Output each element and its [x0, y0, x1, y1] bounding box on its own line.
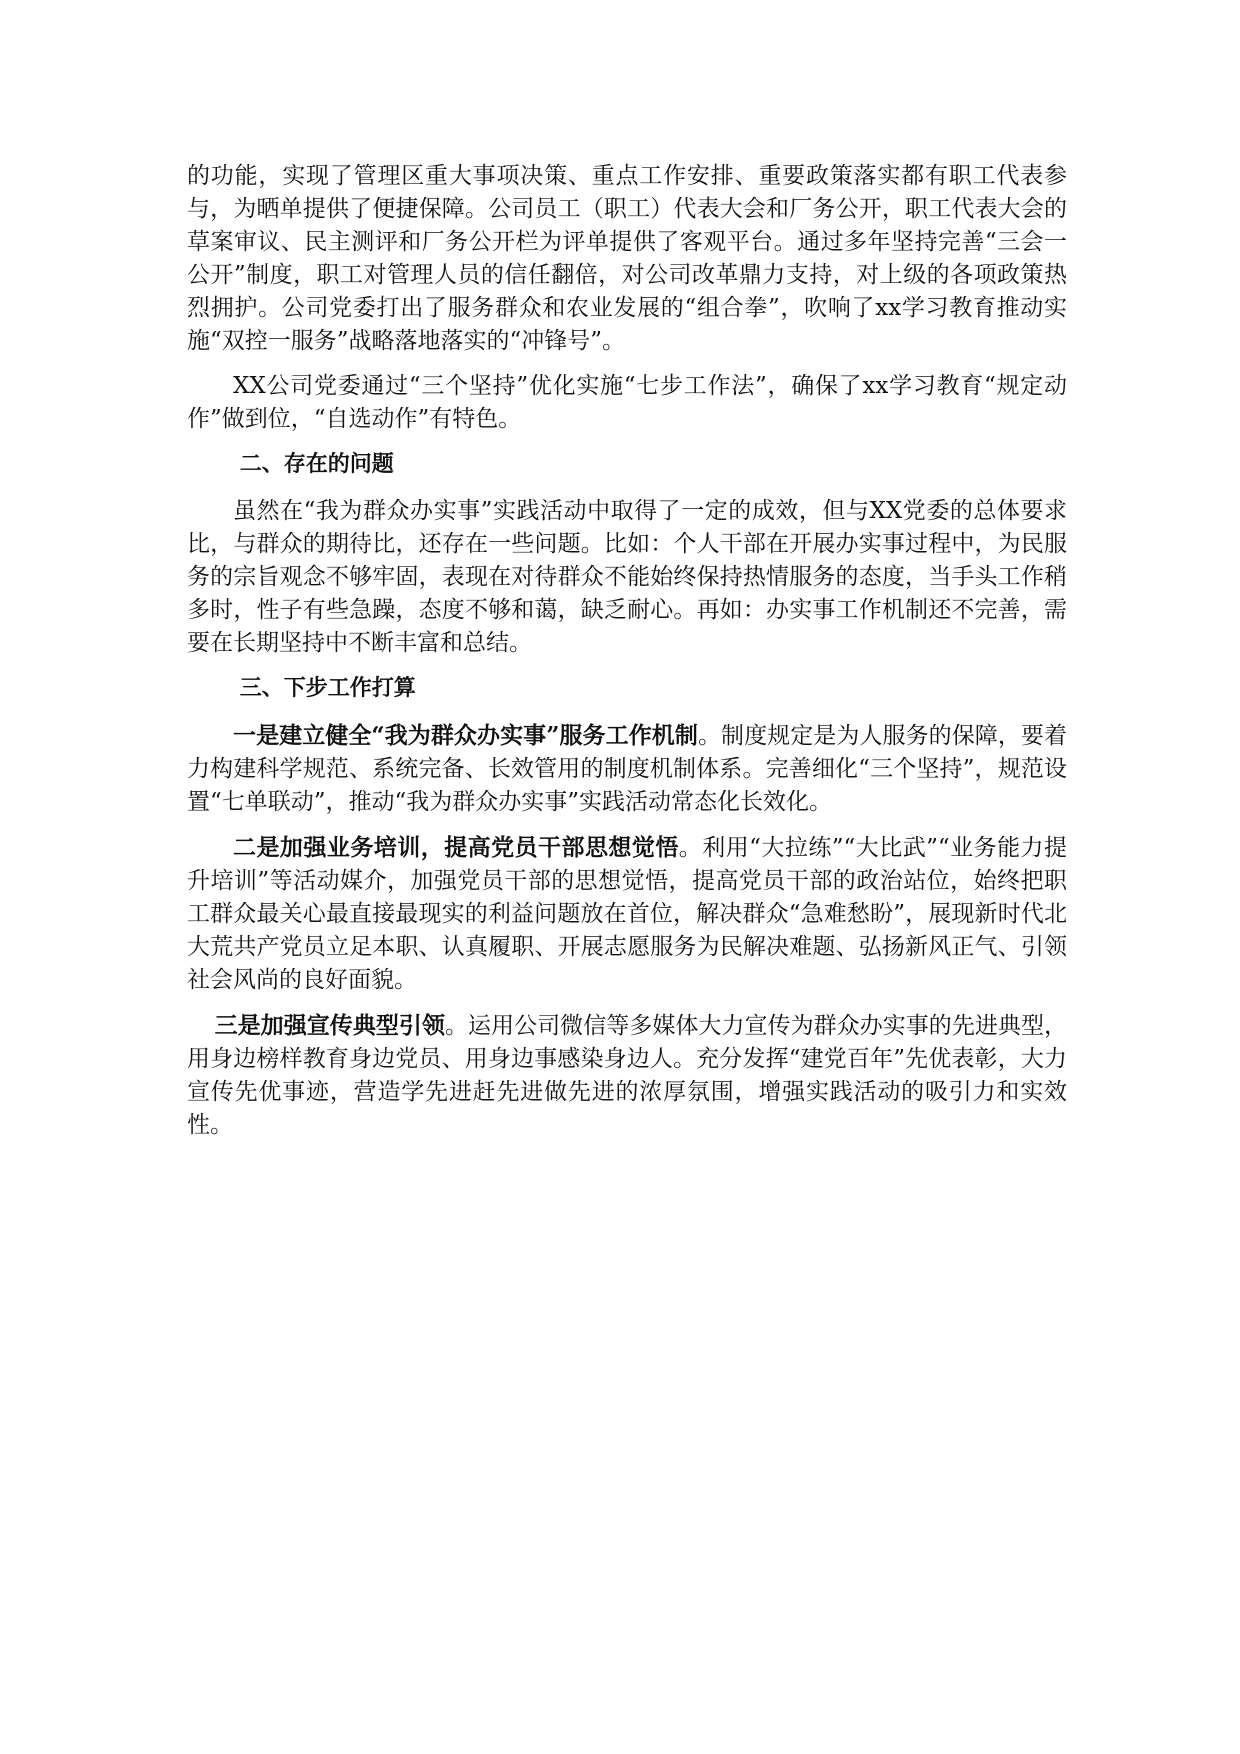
section-heading-next-steps: 三、下步工作打算: [239, 676, 416, 701]
paragraph-step-2: [187, 831, 1067, 997]
step-2-lead: 二是加强业务培训，提高党员干部思想觉悟: [233, 834, 679, 861]
paragraph-problems: 虽然在“我为群众办实事”实践活动中取得了一定的成效，但与XX党委的总体要求比，与群众的期待比，还存在一些问题。比如：个人干部在开展办实事过程中，为民服务的宗旨观念不够牢固，表现在对待群众不能始终保持热情服务的态度，当手头工作稍多时，性子有些急躁，态度不够和蔼，缺乏耐心。再如：办实事工作机制还不完善，需要在长期坚持中不断丰富和总结。: [187, 498, 1067, 656]
section-heading-problems: 二、存在的问题: [239, 452, 394, 477]
paragraph-step-3: [187, 1009, 1067, 1142]
step-3-lead: 三是加强宣传典型引领: [214, 1012, 445, 1039]
paragraph-step-1: [187, 719, 1067, 819]
step-1-lead: 一是建立健全“我为群众办实事”服务工作机制: [233, 722, 698, 749]
document-body: [187, 160, 1067, 1154]
step-1-body: 。制度规定是为人服务的保障，要着力构建科学规范、系统完备、长效管用的制度机制体系。完善细化“三个坚持”，规范设置“七单联动”，推动“我为群众办实事”实践活动常态化长效化。: [187, 723, 1067, 815]
step-3-body: 。运用公司微信等多媒体大力宣传为群众办实事的先进典型，用身边榜样教育身边党员、用身边事感染身边人。充分发挥“建党百年”先优表彰，大力宣传先优事迹，营造学先进赶先进做先进的浓厚氛围，增强实践活动的吸引力和实效性。: [187, 1013, 1067, 1138]
step-2-body: 。利用“大拉练”“大比武”“业务能力提升培训”等活动媒介，加强党员干部的思想觉悟，提高党员干部的政治站位，始终把职工群众最关心最直接最现实的利益问题放在首位，解决群众“急难愁盼”，展现新时代北大荒共产党员立足本职、认真履职、开展志愿服务为民解决难题、弘扬新风正气、引领社会风尚的良好面貌。: [187, 835, 1067, 993]
paragraph-continuation: 的功能，实现了管理区重大事项决策、重点工作安排、重要政策落实都有职工代表参与，为晒单提供了便捷保障。公司员工（职工）代表大会和厂务公开，职工代表大会的草案审议、民主测评和厂务公开栏为评单提供了客观平台。通过多年坚持完善“三会一公开”制度，职工对管理人员的信任翻倍，对公司改革鼎力支持，对上级的各项政策热烈拥护。公司党委打出了服务群众和农业发展的“组合拳”，吹响了xx学习教育推动实施“双控一服务”战略落地落实的“冲锋号”。: [187, 163, 1067, 354]
paragraph-summary: XX公司党委通过“三个坚持”优化实施“七步工作法”，确保了xx学习教育“规定动作”做到位，“自选动作”有特色。: [187, 373, 1067, 432]
